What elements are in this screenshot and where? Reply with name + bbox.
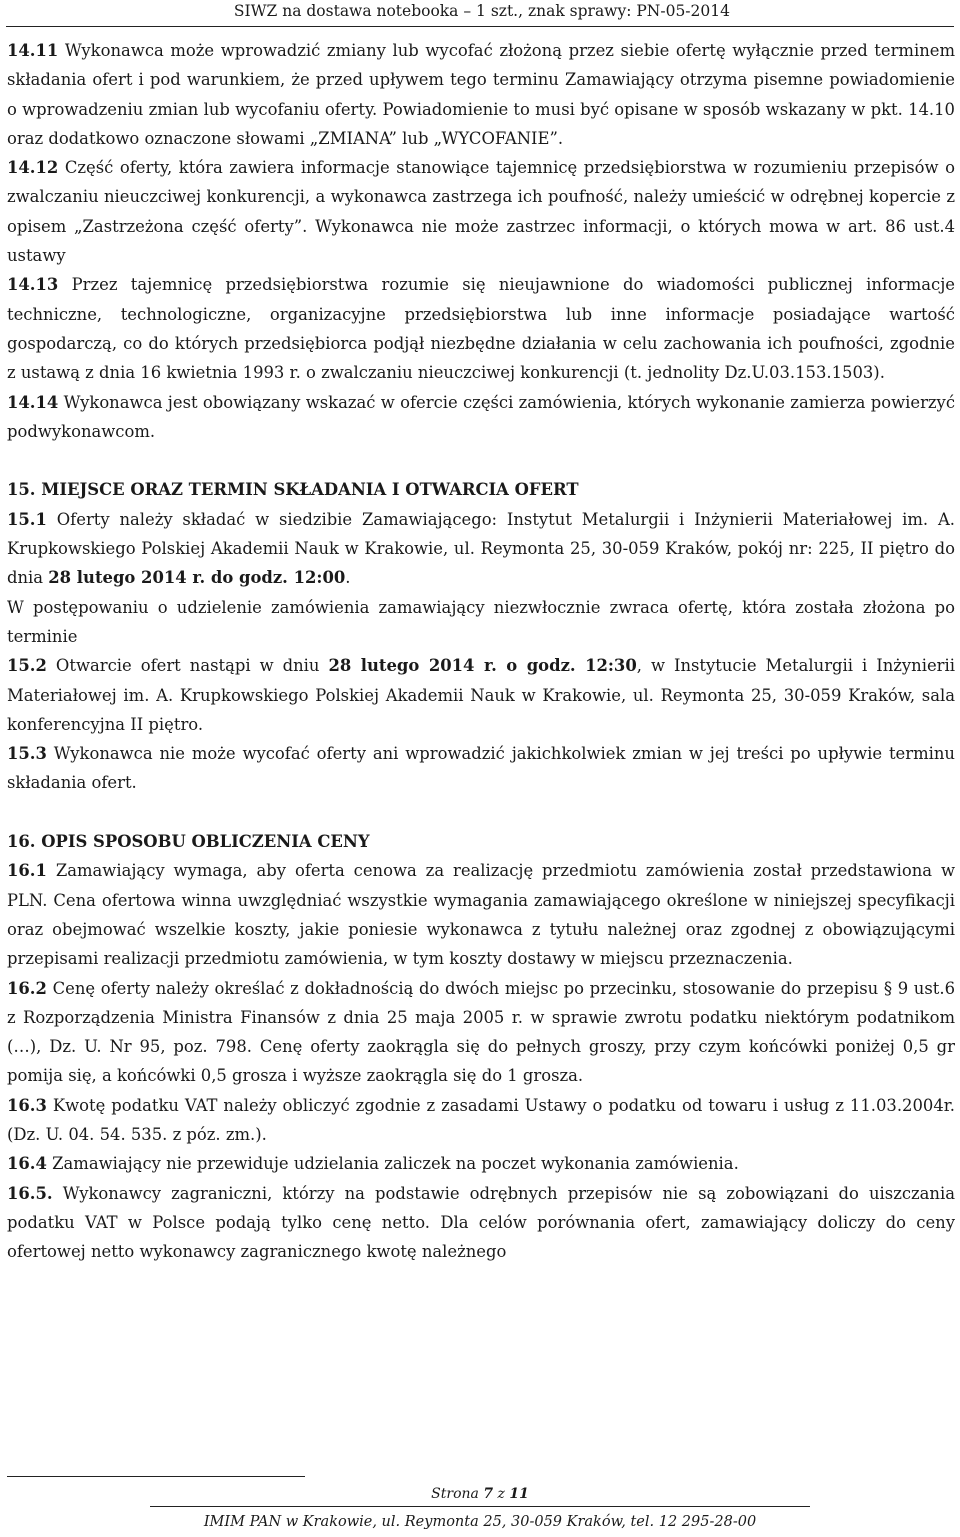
paragraph-14-11: 14.11 Wykonawca może wprowadzić zmiany lub wycofać złożoną przez siebie ofertę wyłącznie przed terminem składania ofert i pod warunkiem, że przed upływem tego terminu Zamawiający otrzyma pisemne powiadomienie o wprowadzeniu zmian lub wycofaniu oferty. Powiadomienie to musi być opisane w sposób wskazany w pkt. 14.10 oraz dodatkowo oznaczone słowami „ZMIANA” lub „WYCOFANIE”. xyxy=(7,41,955,148)
paragraph-14-14: 14.14 Wykonawca jest obowiązany wskazać w ofercie części zamówienia, których wykonanie zamierza powierzyć podwykonawcom. xyxy=(7,392,955,441)
paragraph-15-3: 15.3 Wykonawca nie może wycofać oferty ani wprowadzić jakichkolwiek zmian w jej treści po upływie terminu składania ofert. xyxy=(7,744,955,793)
footer-institution: IMIM PAN w Krakowie, ul. Reymonta 25, 30-059 Kraków, tel. 12 295-28-00 xyxy=(203,1514,757,1530)
page-number: Strona 7 z 11 xyxy=(431,1486,529,1502)
paragraph-15-1-note: W postępowaniu o udzielenie zamówienia zamawiający niezwłocznie zwraca ofertę, która została złożona po terminie xyxy=(7,597,955,646)
paragraph-16-4: 16.4 Zamawiający nie przewiduje udzielania zaliczek na poczet wykonania zamówienia. xyxy=(7,1154,739,1174)
paragraph-15-1: 15.1 Oferty należy składać w siedzibie Zamawiającego: Instytut Metalurgii i Inżynierii Materiałowej im. A. Krupkowskiego Polskiej Akademii Nauk w Krakowie, ul. Reymonta 25, 30-059 Kraków, pokój nr: 225, II piętro do dnia 28 lutego 2014 r. do godz. 12:00. xyxy=(7,509,955,588)
spacer xyxy=(7,446,955,475)
paragraph-15-2: 15.2 Otwarcie ofert nastąpi w dniu 28 lutego 2014 r. o godz. 12:30, w Instytucie Metalurgii i Inżynierii Materiałowej im. A. Krupkowskiego Polskiej Akademii Nauk w Krakowie, ul. Reymonta 25, 30-059 Kraków, sala konferencyjna II piętro. xyxy=(7,656,955,734)
document-body xyxy=(7,36,955,1266)
paragraph-16-3: 16.3 Kwotę podatku VAT należy obliczyć zgodnie z zasadami Ustawy o podatku od towaru i usług z 11.03.2004r. (Dz. U. 04. 54. 535. z póz. zm.). xyxy=(7,1095,955,1144)
section-15-heading: 15. MIEJSCE ORAZ TERMIN SKŁADANIA I OTWARCIA OFERT xyxy=(7,480,579,500)
footer-rule xyxy=(150,1506,810,1507)
opening-date: 28 lutego 2014 r. o godz. 12:30 xyxy=(328,656,637,676)
header-rule xyxy=(6,26,954,27)
paragraph-14-12: 14.12 Część oferty, która zawiera informacje stanowiące tajemnicę przedsiębiorstwa w rozumieniu przepisów o zwalczaniu nieuczciwej konkurencji, a wykonawca zastrzega ich poufność, należy umieścić w odrębnej kopercie z opisem „Zastrzeżona część oferty”. Wykonawca nie może zastrzec informacji, o których mowa w art. 86 ust.4 ustawy xyxy=(7,158,955,266)
spacer xyxy=(7,798,955,827)
footnote-rule xyxy=(7,1476,305,1477)
document-header xyxy=(0,0,960,36)
paragraph-16-2: 16.2 Cenę oferty należy określać z dokładnością do dwóch miejsc po przecinku, stosowanie do przepisu § 9 ust.6 z Rozporządzenia Ministra Finansów z dnia 25 maja 2005 r. w sprawie zwrotu podatku niektórym podatnikom (…), Dz. U. Nr 95, poz. 798. Cenę oferty zaokrągla się do pełnych groszy, przy czym końcówki poniżej 0,5 gr pomija się, a końcówki 0,5 grosza i wyższe zaokrągla się do 1 grosza. xyxy=(7,978,955,1086)
paragraph-16-5: 16.5. Wykonawcy zagraniczni, którzy na podstawie odrębnych przepisów nie są zobowiązani do uiszczania podatku VAT w Polsce podają tylko cenę netto. Dla celów porównania ofert, zamawiający doliczy do ceny ofertowej netto wykonawcy zagranicznego kwotę należnego xyxy=(7,1183,955,1262)
paragraph-14-13: 14.13 Przez tajemnicę przedsiębiorstwa rozumie się nieujawnione do wiadomości publicznej informacje techniczne, technologiczne, organizacyjne przedsiębiorstwa lub inne informacje posiadające wartość gospodarczą, co do których przedsiębiorca podjął niezbędne działania w celu zachowania ich poufności, zgodnie z ustawą z dnia 16 kwietnia 1993 r. o zwalczaniu nieuczciwej konkurencji (t. jednolity Dz.U.03.153.1503). xyxy=(7,275,955,383)
section-16-heading: 16. OPIS SPOSOBU OBLICZENIA CENY xyxy=(7,832,370,852)
header-title: SIWZ na dostawa notebooka – 1 szt., znak sprawy: PN-05-2014 xyxy=(233,2,730,20)
deadline-date: 28 lutego 2014 r. do godz. 12:00 xyxy=(48,568,346,588)
paragraph-16-1: 16.1 Zamawiający wymaga, aby oferta cenowa za realizację przedmiotu zamówienia został przedstawiona w PLN. Cena ofertowa winna uwzględniać wszystkie wymagania zamawiającego określone w niniejszej specyfikacji oraz obejmować wszelkie koszty, jakie poniesie wykonawca z tytułu należnej oraz zgodnej z obowiązującymi przepisami realizacji przedmiotu zamówienia, w tym koszty dostawy w miejscu przeznaczenia. xyxy=(7,861,955,969)
